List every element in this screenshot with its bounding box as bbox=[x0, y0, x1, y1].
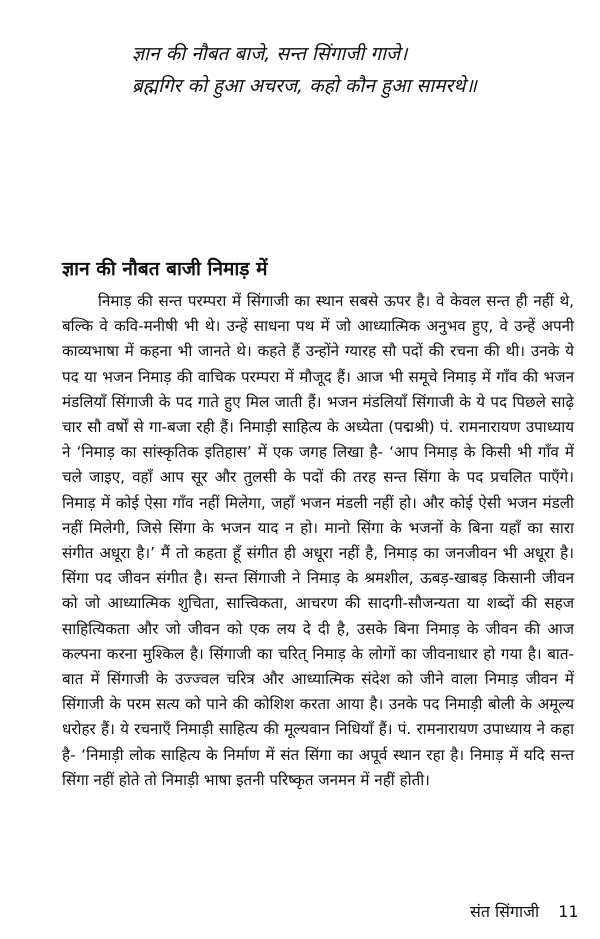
body-paragraph: निमाड़ की सन्त परम्परा में सिंगाजी का स्थान सबसे ऊपर है। वे केवल सन्त ही नहीं थे, बल्कि वे कवि-मनीषी भी थे। उन्हें साधना पथ में जो आध्यात्मिक अनुभव हुए, वे उन्हें अपनी काव्यभाषा में कहना भी जानते थे। कहते हैं उन्होंने ग्यारह सौ पदों की रचना की थी। उनके ये पद या भजन निमाड़ की वाचिक परम्परा में मौजूद हैं। आज भी समूचे निमाड़ में गाँव की भजन मंडलियाँ सिंगाजी के पद गाते हुए मिल जाती हैं। भजन मंडलियाँ सिंगाजी के ये पद पिछले साढ़े चार सौ वर्षों से गा-बजा रही हैं। निमाड़ी साहित्य के अध्येता (पद्मश्री) पं. रामनारायण उपाध्याय ने ‘निमाड़ का सांस्कृतिक इतिहास’ में एक जगह लिखा है- ‘आप निमाड़ के किसी भी गाँव में चले जाइए, वहाँ आप सूर और तुलसी के पदों की तरह सन्त सिंगा के पद प्रचलित पाएँगे। निमाड़ में कोई ऐसा गाँव नहीं मिलेगा, जहाँ भजन मंडली नहीं हो। और कोई ऐसी भजन मंडली नहीं मिलेगी, जिसे सिंगा के भजन याद न हो। मानो सिंगा के भजनों के बिना यहाँ का सारा संगीत अधूरा है।’ मैं तो कहता हूँ संगीत ही अधूरा नहीं है, निमाड़ का जनजीवन भी अधूरा है। सिंगा पद जीवन संगीत है। सन्त सिंगाजी ने निमाड़ के श्रमशील, ऊबड़-खाबड़ किसानी जीवन को जो आध्यात्मिक शुचिता, सात्त्विकता, आचरण की सादगी-सौजन्यता या शब्दों की सहज साहित्यिकता और जो जीवन को एक लय दे दी है, उसके बिना निमाड़ के जीवन की आज कल्पना करना मुश्किल है। सिंगाजी का चरित् निमाड़ के लोगों का जीवनाधार हो गया है। बात-बात में सिंगाजी के उज्ज्वल चरित्र और आध्यात्मिक संदेश को जीने वाला निमाड़ जीवन में सिंगाजी के परम सत्य को पाने की कोशिश करता आया है। उनके पद निमाड़ी बोली के अमूल्य धरोहर हैं। ये रचनाएँ निमाड़ी साहित्य की मूल्यवान निधियाँ हैं। पं. रामनारायण उपाध्याय ने कहा है- ‘निमाड़ी लोक साहित्य के निर्माण में संत सिंगा का अपूर्व स्थान रहा है। निमाड़ में यदि सन्त सिंगा नहीं होते तो निमाड़ी भाषा इतनी परिष्कृत जनमन में नहीं होती। bbox=[62, 292, 574, 789]
epigraph-line-2: ब्रह्मगिर को हुआ अचरज, कहो कौन हुआ सामरथे॥ bbox=[132, 75, 477, 97]
section-heading: ज्ञान की नौबत बाजी निमाड़ में bbox=[62, 258, 268, 280]
page-footer bbox=[470, 900, 579, 922]
running-title: संत सिंगाजी bbox=[470, 902, 540, 921]
epigraph bbox=[132, 38, 572, 102]
page-number: 11 bbox=[558, 902, 579, 921]
epigraph-line-1: ज्ञान की नौबत बाजे, सन्त सिंगाजी गाजे। bbox=[132, 43, 408, 65]
